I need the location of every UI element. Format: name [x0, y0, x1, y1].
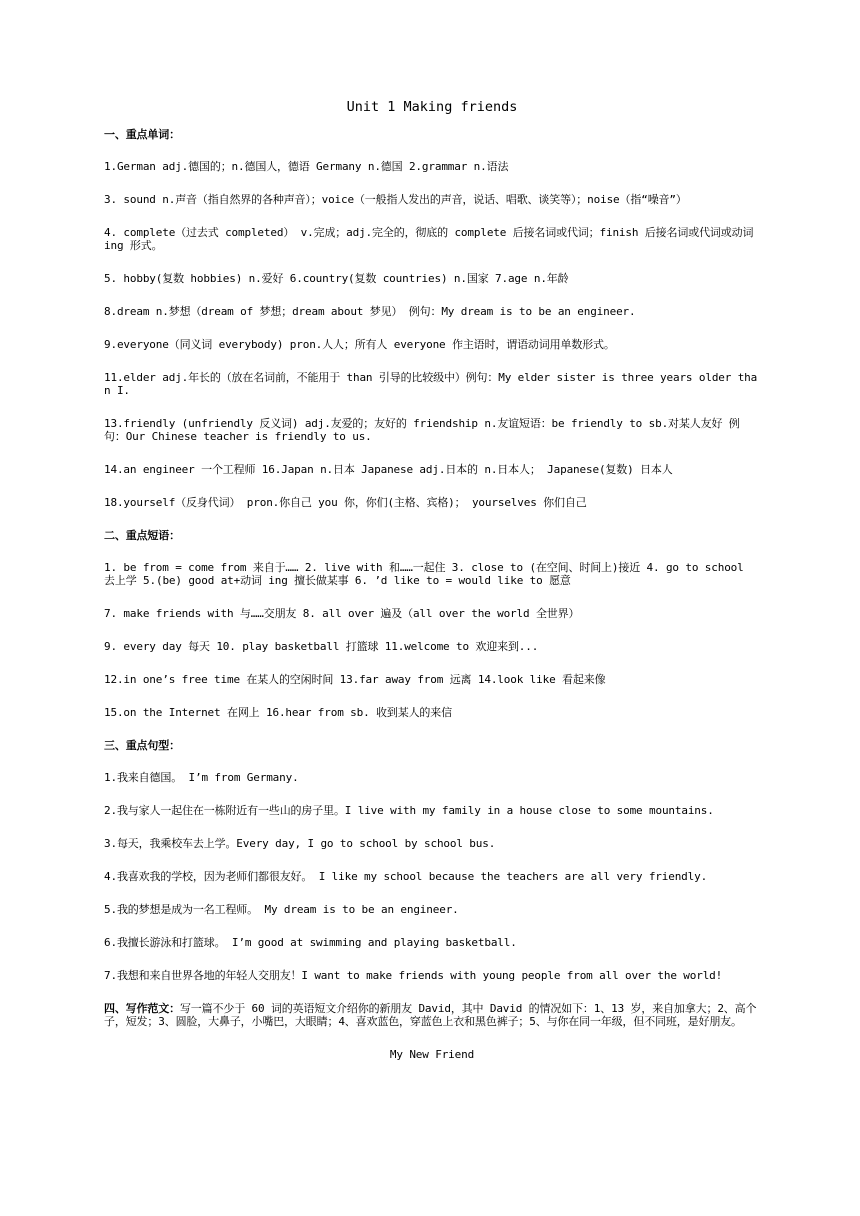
section-heading-sentences: 三、重点句型：	[104, 739, 180, 752]
word-line: 1.German adj.德国的；n.德国人，德语 Germany n.德国 2.grammar n.语法	[104, 160, 509, 173]
sentence-line: 7.我想和来自世界各地的年轻人交朋友！I want to make friends with young people from all over the world!	[104, 969, 723, 982]
phrase-line: 15.on the Internet 在网上 16.hear from sb. 收到某人的来信	[104, 706, 452, 719]
word-line: 5. hobby(复数 hobbies) n.爱好 6.country(复数 countries) n.国家 7.age n.年龄	[104, 272, 569, 285]
phrase-line: 1. be from = come from 来自于…… 2. live with 和……一起住 3. close to (在空间、时间上)接近 4. go to school 去上学 5.(be) good at+动词 ing 擅长做某事 6. ’d like to = would like to 愿意	[104, 561, 744, 587]
essay-title: My New Friend	[389, 1048, 475, 1061]
document-page	[104, 98, 760, 1061]
sentence-line: 3.每天，我乘校车去上学。Every day, I go to school by school bus.	[104, 837, 496, 850]
word-line: 4. complete（过去式 completed） v.完成；adj.完全的，彻底的 complete 后接名词或代词；finish 后接名词或代词或动词 ing 形式。	[104, 226, 754, 252]
section-heading-phrases: 二、重点短语：	[104, 529, 180, 542]
sentence-line: 5.我的梦想是成为一名工程师。 My dream is to be an engineer.	[104, 903, 459, 916]
sentence-line: 1.我来自德国。 I’m from Germany.	[104, 771, 299, 784]
phrase-line: 12.in one’s free time 在某人的空闲时间 13.far away from 远离 14.look like 看起来像	[104, 673, 606, 686]
sentence-line: 6.我擅长游泳和打篮球。 I’m good at swimming and playing basketball.	[104, 936, 517, 949]
word-line: 13.friendly (unfriendly 反义词) adj.友爱的；友好的 friendship n.友谊短语：be friendly to sb.对某人友好 例句：Our Chinese teacher is friendly to us.	[104, 417, 740, 443]
word-line: 3. sound n.声音（指自然界的各种声音）；voice（一般指人发出的声音，说话、唱歌、谈笑等）；noise（指“噪音”）	[104, 193, 687, 206]
writing-prompt-text: 写一篇不少于 60 词的英语短文介绍你的新朋友 David，其中 David 的情况如下：1、13 岁，来自加拿大；2、高个子，短发；3、圆脸，大鼻子，小嘴巴，大眼睛；4、喜欢蓝色，穿蓝色上衣和黑色裤子；5、与你在同一年级，但不同班，是好朋友。	[104, 1002, 757, 1028]
phrase-line: 9. every day 每天 10. play basketball 打篮球 11.welcome to 欢迎来到...	[104, 640, 539, 653]
writing-prompt	[104, 1002, 760, 1028]
document-title: Unit 1 Making friends	[346, 99, 518, 115]
word-line: 11.elder adj.年长的（放在名词前，不能用于 than 引导的比较级中）例句：My elder sister is three years older than I.	[104, 371, 758, 397]
sentence-line: 4.我喜欢我的学校，因为老师们都很友好。 I like my school because the teachers are all very friendly.	[104, 870, 708, 883]
word-line: 14.an engineer 一个工程师 16.Japan n.日本 Japanese adj.日本的 n.日本人； Japanese(复数) 日本人	[104, 463, 673, 476]
section-heading-writing: 四、写作范文：	[104, 1002, 180, 1015]
section-heading-words: 一、重点单词：	[104, 128, 180, 141]
word-line: 9.everyone（同义词 everybody) pron.人人；所有人 everyone 作主语时，谓语动词用单数形式。	[104, 338, 615, 351]
sentence-line: 2.我与家人一起住在一栋附近有一些山的房子里。I live with my family in a house close to some mountains.	[104, 804, 714, 817]
word-line: 8.dream n.梦想（dream of 梦想；dream about 梦见） 例句：My dream is to be an engineer.	[104, 305, 636, 318]
word-line: 18.yourself（反身代词） pron.你自己 you 你，你们(主格、宾格)； yourselves 你们自己	[104, 496, 587, 509]
phrase-line: 7. make friends with 与……交朋友 8. all over 遍及（all over the world 全世界）	[104, 607, 580, 620]
